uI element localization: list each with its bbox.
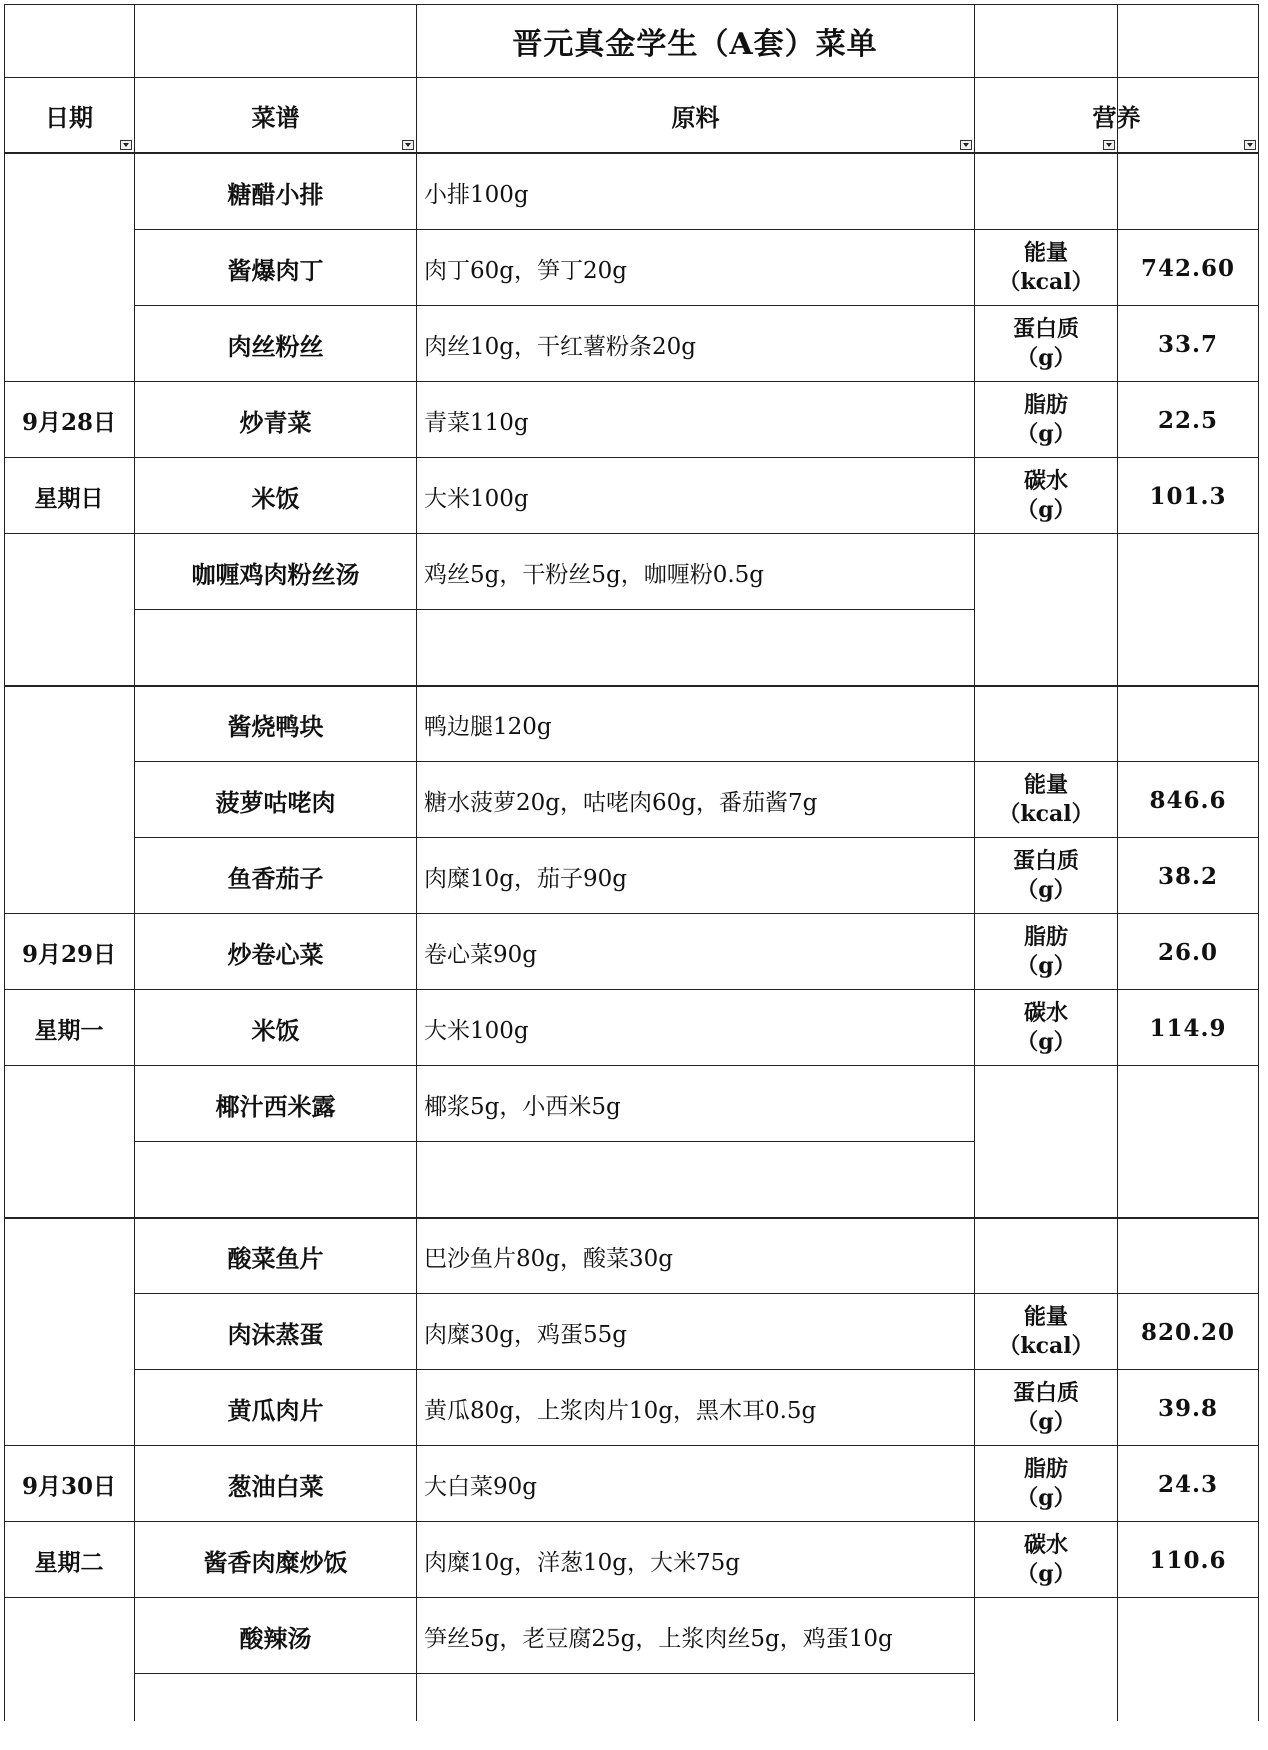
nutrition-label [975, 762, 1117, 838]
dish-ingredients: 糖水菠萝20g，咕咾肉60g，番茄酱7g [424, 789, 818, 816]
day-date: 9月30日 [21, 1472, 116, 1500]
nutrition-unit: （kcal） [998, 801, 1094, 827]
nutrition-value: 24.3 [1157, 1470, 1219, 1498]
dish-ingredients: 巴沙鱼片80g，酸菜30g [424, 1245, 673, 1272]
nutrition-name: 蛋白质 [1012, 316, 1079, 343]
dish-ingredients [417, 1674, 974, 1750]
dish-name: 肉丝粉丝 [227, 331, 324, 361]
nutrition-name: 脂肪 [1023, 392, 1068, 419]
menu-table [4, 4, 1266, 1721]
nutrition-name: 脂肪 [1023, 924, 1068, 951]
nutrition-name: 碳水 [1023, 468, 1068, 495]
nutrition-value: 742.60 [1140, 254, 1236, 282]
dish-ingredients [417, 610, 974, 686]
dish-ingredients: 小排100g [424, 181, 529, 208]
nutrition-unit: （kcal） [998, 1333, 1094, 1359]
dish-name: 炒青菜 [239, 407, 312, 437]
header-dish: 菜谱 [251, 102, 300, 132]
dish-name: 菠萝咕咾肉 [215, 787, 336, 817]
dish-ingredients: 卷心菜90g [424, 941, 537, 968]
dish-ingredients: 肉丝10g，干红薯粉条20g [424, 333, 696, 360]
nutrition-value: 38.2 [1157, 862, 1219, 890]
dish-ingredients: 青菜110g [424, 409, 529, 436]
day-weekday: 星期一 [34, 1016, 104, 1044]
nutrition-unit: （g） [1016, 421, 1076, 447]
grid-line [975, 1597, 1258, 1598]
dish-name: 炒卷心菜 [227, 939, 324, 969]
day-date: 9月28日 [21, 408, 116, 436]
dish-name: 肉沫蒸蛋 [227, 1319, 324, 1349]
nutrition-unit: （g） [1016, 1485, 1076, 1511]
dish-name [135, 610, 416, 686]
nutrition-name: 碳水 [1023, 1532, 1068, 1559]
dish-ingredients: 大米100g [424, 485, 529, 512]
dish-ingredients [417, 1142, 974, 1218]
dish-name: 酸菜鱼片 [227, 1243, 324, 1273]
nutrition-unit: （kcal） [998, 269, 1094, 295]
filter-dropdown-dish[interactable] [402, 140, 414, 150]
nutrition-unit: （g） [1016, 877, 1076, 903]
nutrition-value: 110.6 [1149, 1546, 1227, 1574]
dish-name [135, 1142, 416, 1218]
dish-ingredients: 鸭边腿120g [424, 713, 552, 740]
header-nutrition: 营养 [1092, 102, 1141, 132]
dish-name [135, 1674, 416, 1750]
dish-name: 酱爆肉丁 [227, 255, 324, 285]
dish-name: 米饭 [251, 483, 300, 513]
grid-line [1258, 4, 1259, 1721]
dish-ingredients: 肉糜10g，茄子90g [424, 865, 627, 892]
dish-name: 黄瓜肉片 [227, 1395, 324, 1425]
filter-dropdown-ingredients[interactable] [960, 140, 972, 150]
dish-name: 椰汁西米露 [215, 1091, 336, 1121]
nutrition-label [975, 382, 1117, 458]
grid-line [975, 1065, 1258, 1066]
dish-name: 糖醋小排 [227, 179, 324, 209]
nutrition-label [975, 306, 1117, 382]
nutrition-label [975, 914, 1117, 990]
dish-name: 咖喱鸡肉粉丝汤 [191, 559, 360, 589]
nutrition-value: 114.9 [1149, 1014, 1227, 1042]
nutrition-name: 能量 [1023, 240, 1068, 267]
page-title: 晋元真金学生（A套）菜单 [512, 26, 878, 62]
dish-ingredients: 肉糜10g，洋葱10g，大米75g [424, 1549, 740, 1576]
nutrition-label [975, 990, 1117, 1066]
dish-name: 酸辣汤 [239, 1623, 312, 1653]
dish-ingredients: 黄瓜80g，上浆肉片10g，黑木耳0.5g [424, 1397, 817, 1424]
dish-name: 葱油白菜 [227, 1471, 324, 1501]
nutrition-value: 846.6 [1149, 786, 1227, 814]
nutrition-name: 蛋白质 [1012, 1380, 1079, 1407]
dish-name: 米饭 [251, 1015, 300, 1045]
nutrition-label [975, 458, 1117, 534]
day-weekday: 星期日 [34, 484, 104, 512]
dish-ingredients: 鸡丝5g，干粉丝5g，咖喱粉0.5g [424, 561, 765, 588]
nutrition-value: 22.5 [1157, 406, 1219, 434]
nutrition-label [975, 1446, 1117, 1522]
nutrition-value: 820.20 [1140, 1318, 1236, 1346]
nutrition-unit: （g） [1016, 1029, 1076, 1055]
dish-ingredients: 大白菜90g [424, 1473, 537, 1500]
nutrition-name: 碳水 [1023, 1000, 1068, 1027]
filter-dropdown-value[interactable] [1244, 140, 1256, 150]
nutrition-label [975, 230, 1117, 306]
nutrition-name: 蛋白质 [1012, 848, 1079, 875]
nutrition-unit: （g） [1016, 1409, 1076, 1435]
header-date: 日期 [45, 102, 93, 132]
nutrition-label [975, 1294, 1117, 1370]
nutrition-name: 能量 [1023, 1304, 1068, 1331]
nutrition-unit: （g） [1016, 497, 1076, 523]
dish-ingredients: 笋丝5g，老豆腐25g，上浆肉丝5g，鸡蛋10g [424, 1625, 893, 1652]
dish-name: 酱香肉糜炒饭 [203, 1547, 348, 1577]
nutrition-name: 脂肪 [1023, 1456, 1068, 1483]
nutrition-value: 33.7 [1157, 330, 1219, 358]
nutrition-name: 能量 [1023, 772, 1068, 799]
filter-dropdown-nutrition[interactable] [1103, 140, 1115, 150]
dish-ingredients: 椰浆5g，小西米5g [424, 1093, 621, 1120]
dish-name: 酱烧鸭块 [227, 711, 324, 741]
day-weekday: 星期二 [34, 1548, 104, 1576]
nutrition-unit: （g） [1016, 953, 1076, 979]
header-ingredients: 原料 [671, 102, 720, 132]
nutrition-label [975, 1522, 1117, 1598]
nutrition-label [975, 1370, 1117, 1446]
filter-dropdown-date[interactable] [120, 140, 132, 150]
dish-ingredients: 大米100g [424, 1017, 529, 1044]
dish-name: 鱼香茄子 [227, 863, 324, 893]
nutrition-value: 101.3 [1149, 482, 1227, 510]
nutrition-unit: （g） [1016, 345, 1076, 371]
dish-ingredients: 肉丁60g，笋丁20g [424, 257, 627, 284]
nutrition-unit: （g） [1016, 1561, 1076, 1587]
grid-line [975, 533, 1258, 534]
nutrition-value: 39.8 [1157, 1394, 1219, 1422]
dish-ingredients: 肉糜30g，鸡蛋55g [424, 1321, 627, 1348]
nutrition-value: 26.0 [1157, 938, 1219, 966]
nutrition-label [975, 838, 1117, 914]
day-date: 9月29日 [21, 940, 116, 968]
